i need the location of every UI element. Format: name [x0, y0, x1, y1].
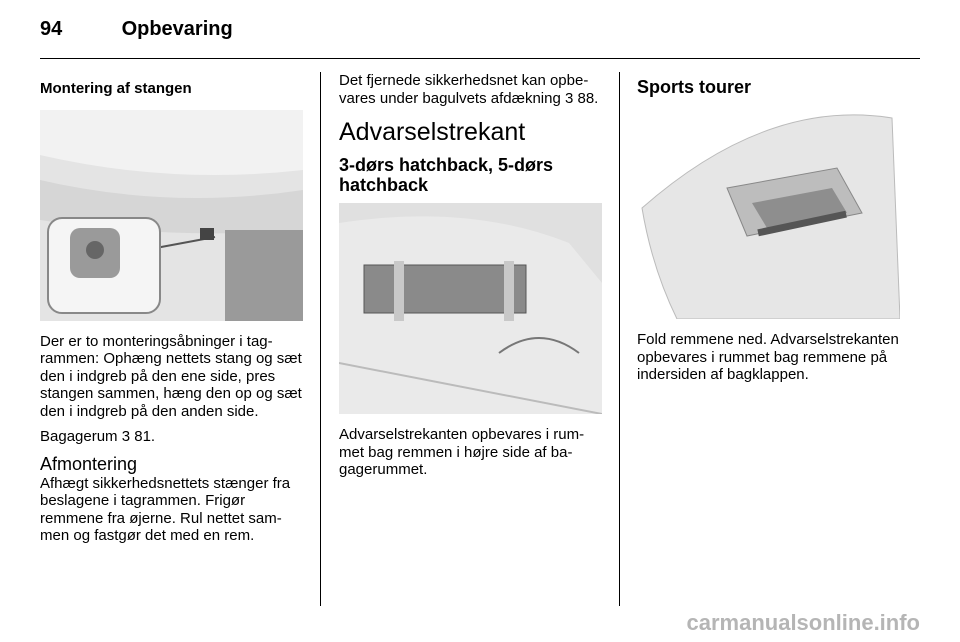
- removal-instructions: Afhægt sikkerhedsnettets stænger fra beslagene i tagrammen. Frigør remmene fra øjerne. Rul nettet sammen og fastgør det med en rem.: [40, 474, 291, 544]
- section-heading-mounting: Montering af stangen: [40, 80, 192, 97]
- illustration-warning-triangle-storage: [339, 203, 602, 414]
- column-divider-2: [619, 72, 620, 606]
- column-2: [339, 72, 603, 487]
- cross-reference-luggage: Bagagerum 3 81.: [40, 428, 156, 445]
- column-divider-1: [320, 72, 321, 606]
- column-1: [40, 72, 304, 553]
- subheading-removal: Afmontering: [40, 453, 138, 474]
- page-title: Opbevaring: [121, 18, 233, 40]
- header-rule: [40, 58, 920, 59]
- illustration-tailgate-storage: [637, 108, 900, 319]
- subheading-hatchback: 3-dørs hatchback, 5-dørs hatchback: [339, 155, 554, 195]
- section-heading-sports-tourer: Sports tourer: [637, 77, 752, 97]
- tailgate-storage-instructions: Fold remmene ned. Advarselstrekanten opbevares i rummet bag remmene på indersiden af bagklappen.: [637, 331, 899, 383]
- page-header: [40, 18, 233, 41]
- page-number: 94: [40, 18, 63, 40]
- column-3: [637, 72, 901, 392]
- warning-triangle-location: Advarselstrekanten opbevares i rummet bag remmen i højre side af bagagerummet.: [339, 426, 585, 478]
- section-heading-warning-triangle: Advarselstrekant: [339, 118, 526, 146]
- illustration-mounting-rod: [40, 110, 303, 321]
- storage-note: Det fjernede sikkerhedsnet kan opbevares under bagulvets afdækning 3 88.: [339, 72, 599, 107]
- mounting-instructions: Der er to monteringsåbninger i tagrammen: Ophæng nettets stang og sæt den i indgreb på den ene side, pres stangen sammen, hæng den op og sæt den i indgreb på den anden side.: [40, 332, 302, 420]
- watermark: carmanualsonline.info: [686, 610, 920, 635]
